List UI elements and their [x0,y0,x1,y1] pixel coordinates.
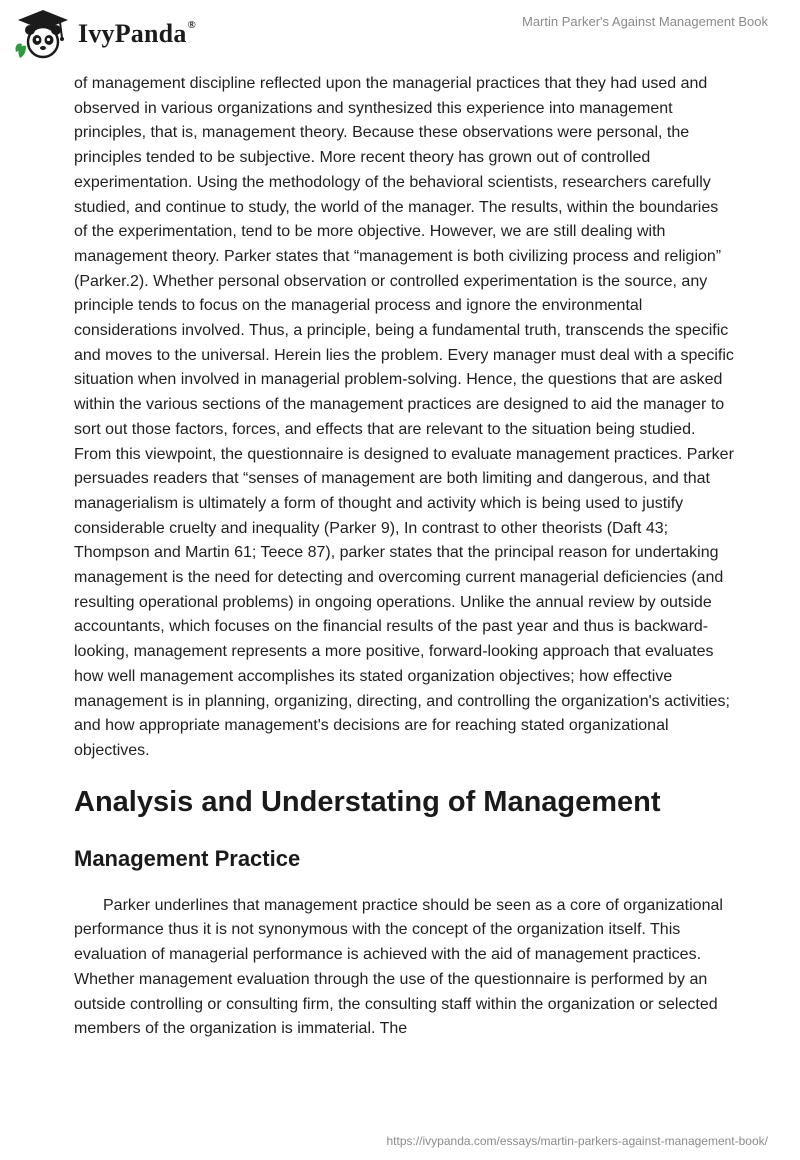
body-paragraph: of management discipline reflected upon the managerial practices that they had used and observed in various organizations and synthesized this experience into management principles, that is, management theory. Because these observations were personal, the principles tended to be subjective. More recent theory has grown out of controlled experimentation. Using the methodology of the behavioral scientists, researchers carefully studied, and continue to study, the world of the manager. The results, within the boundaries of the experimentation, tend to be more objective. However, we are still dealing with management theory. Parker states that “management is both civilizing process and religion” (Parker.2). Whether personal observation or controlled experimentation is the source, any principle tends to focus on the managerial process and ignore the environmental considerations involved. Thus, a principle, being a fundamental truth, transcends the specific and moves to the universal. Herein lies the problem. Every manager must deal with a specific situation when involved in managerial problem-solving. Hence, the questions that are asked within the various sections of the management practices are designed to aid the manager to sort out those factors, forces, and effects that are relevant to the situation being studied. From this viewpoint, the questionnaire is designed to evaluate management practices. Parker persuades readers that “senses of management are both limiting and dangerous, and that managerialism is ultimately a form of thought and activity which is being used to justify considerable cruelty and inequality (Parker 9), In contrast to other theorists (Daft 43; Thompson and Martin 61; Teece 87), parker states that the principal reason for undertaking management is the need for detecting and overcoming current managerial deficiencies (and resulting operational problems) in ongoing operations. Unlike the annual review by outside accountants, which focuses on the financial results of the past year and thus is backward-looking, management represents a more positive, forward-looking approach that evaluates how well management accomplishes its stated organization objectives; how effective management is in planning, organizing, directing, and controlling the organization's activities; and how appropriate management's decisions are for reaching stated organizational objectives. [74,75,734,759]
brand-name[interactable]: IvyPanda® [78,19,196,48]
source-url[interactable]: https://ivypanda.com/essays/martin-parkers-against-management-book/ [386,1134,768,1148]
section-heading: Analysis and Understating of Management [74,785,661,818]
page-header [0,0,800,70]
body-paragraph: Parker underlines that management practice should be seen as a core of organizational performance thus it is not synonymous with the concept of the organization itself. This evaluation of managerial performance is achieved with the aid of management practices. Whether management evaluation through the use of the questionnaire is performed by an outside controlling or consulting firm, the consulting staff within the organization or selected members of the organization is immaterial. The [74,896,723,1038]
document-title: Martin Parker's Against Management Book [522,14,768,29]
ivypanda-logo-icon[interactable] [14,8,72,60]
article-body [74,72,734,1042]
subsection-heading: Management Practice [74,845,301,871]
